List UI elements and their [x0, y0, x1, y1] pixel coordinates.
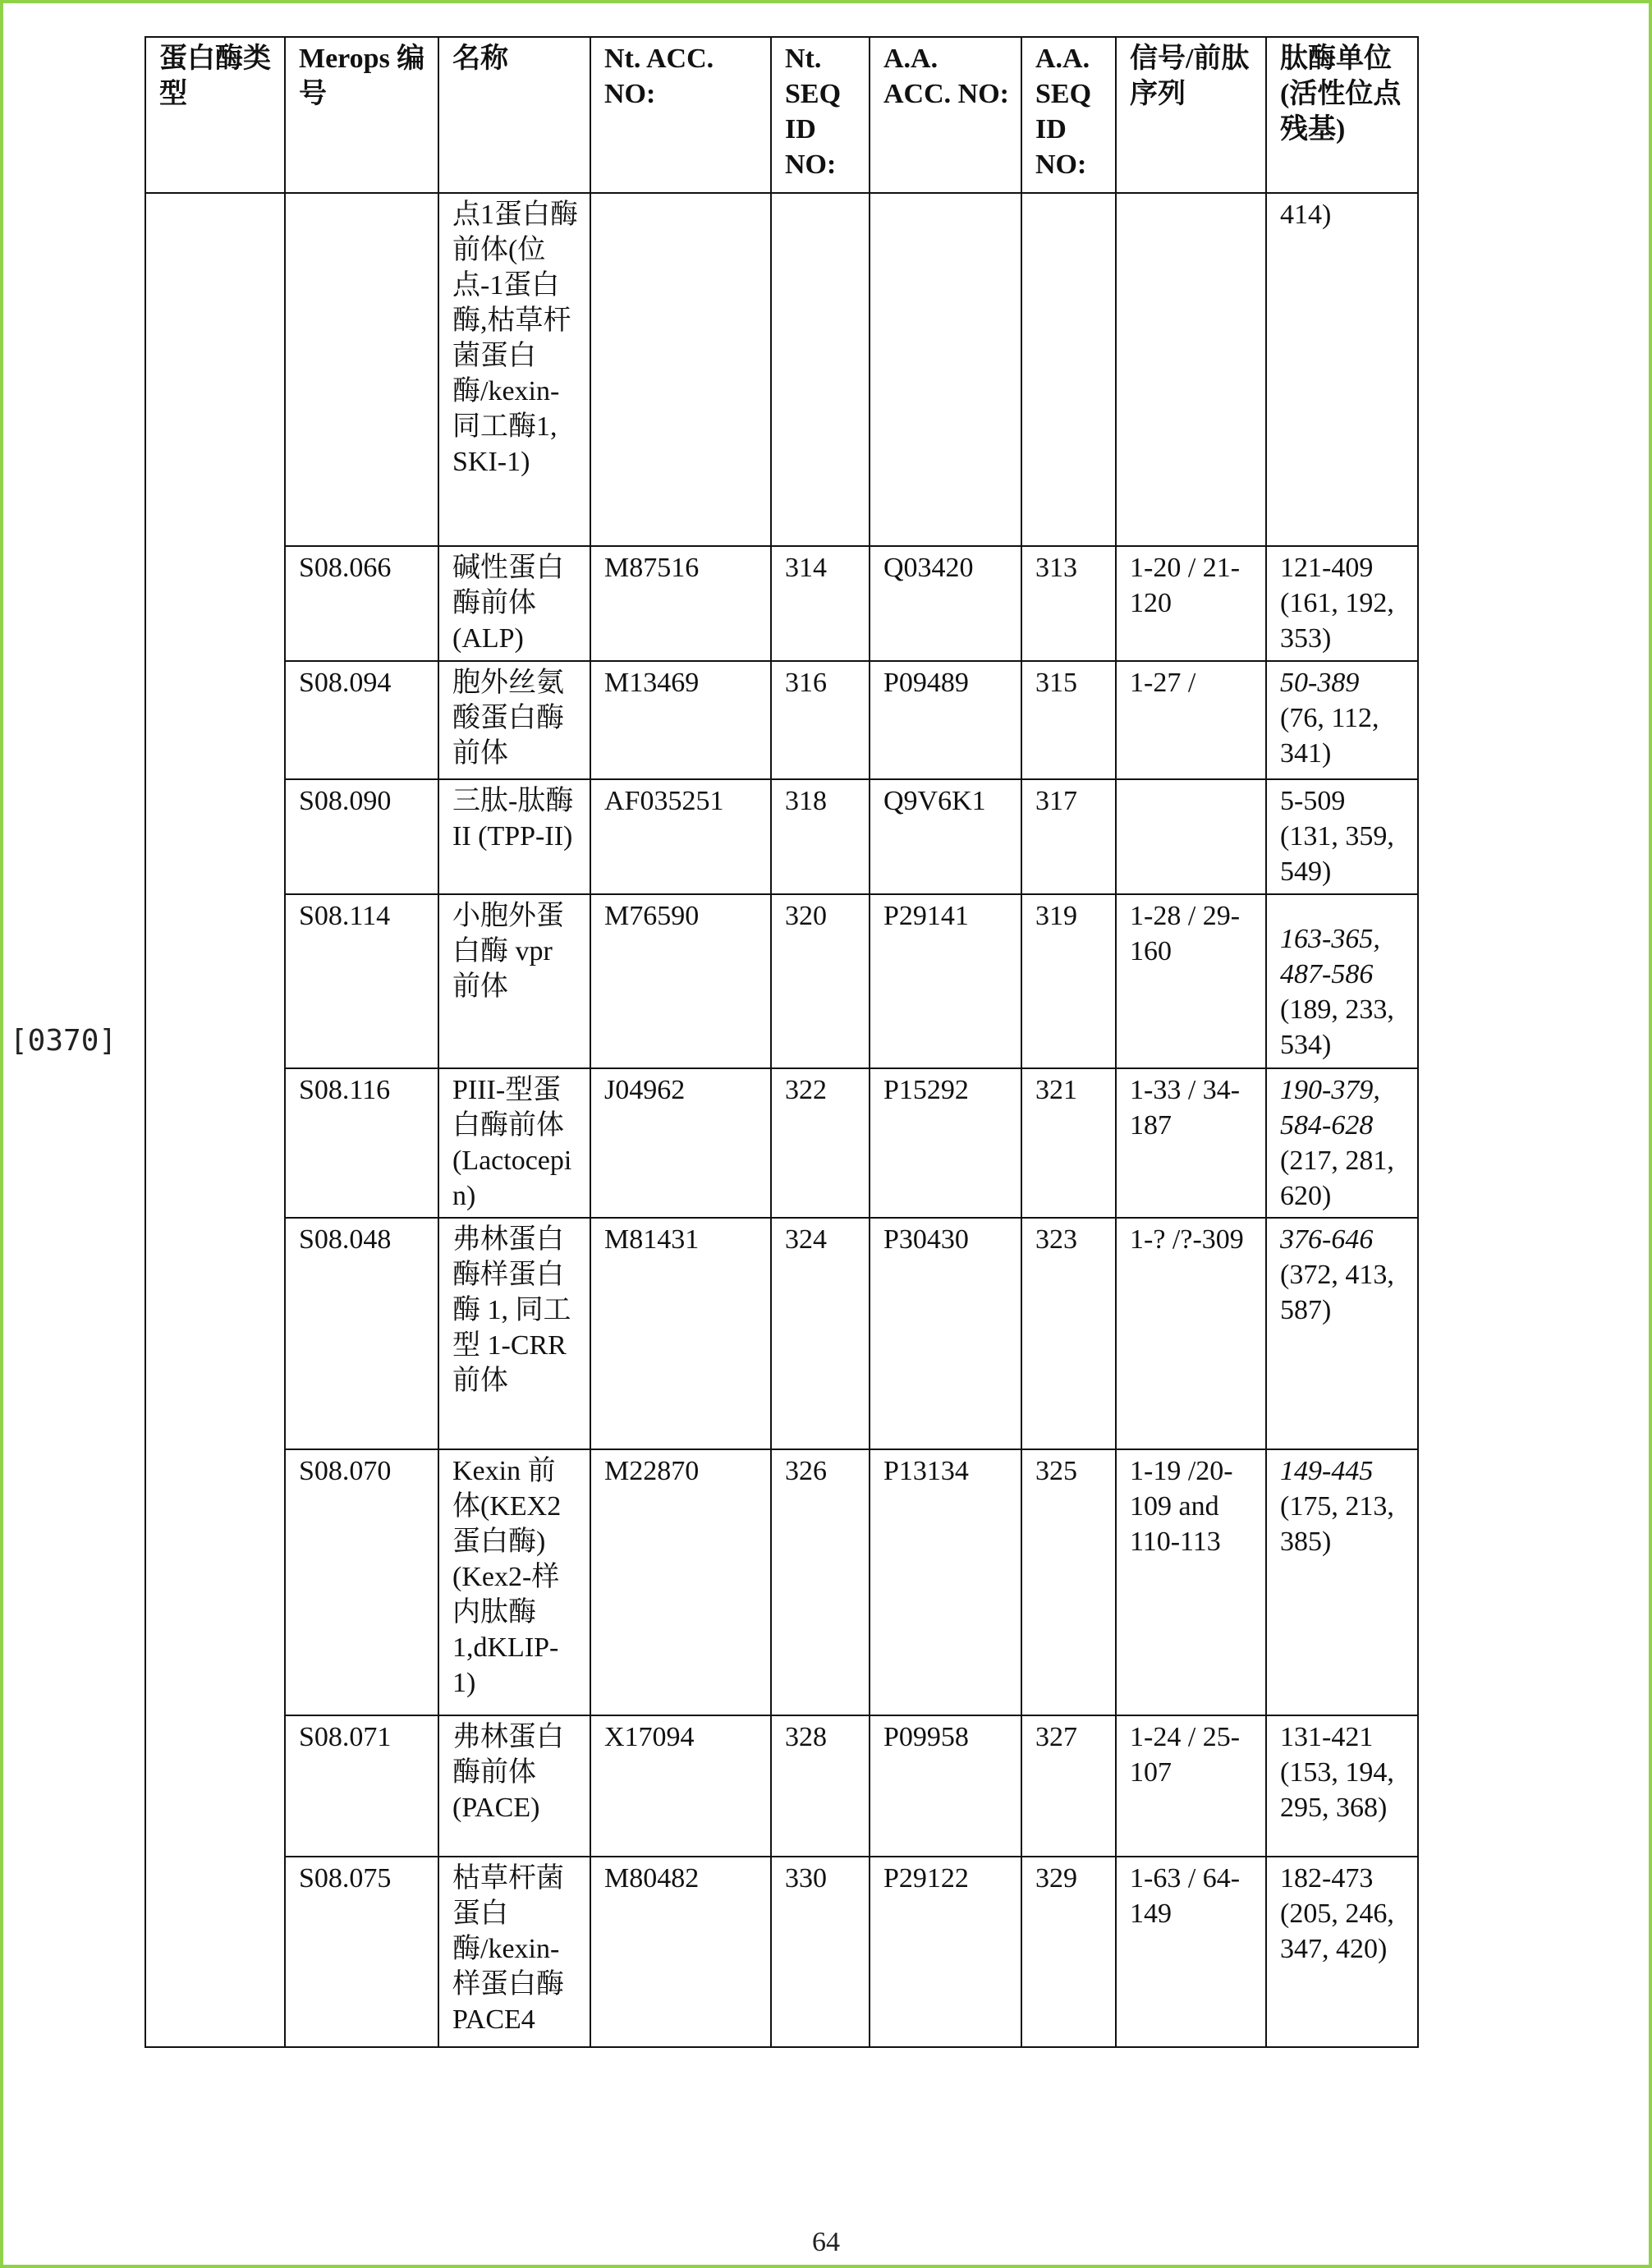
table-row-continuation [145, 193, 1418, 546]
peptidase-cell [1266, 1857, 1418, 2047]
peptidase-sites: (153, 194, 295, 368) [1280, 1757, 1394, 1823]
name-cell: 小胞外蛋白酶 vpr 前体 [438, 894, 590, 1068]
name-cell: 点1蛋白酶前体(位点-1蛋白酶,枯草杆菌蛋白酶/kexin-同工酶1, SKI-1) [438, 193, 590, 546]
header-row [145, 37, 1418, 193]
nt-acc-cell: M80482 [590, 1857, 771, 2047]
name-cell: 碱性蛋白酶前体(ALP) [438, 546, 590, 661]
nt-acc-cell: M87516 [590, 546, 771, 661]
signal-cell: 1-33 / 34-187 [1116, 1068, 1266, 1218]
header-merops-id: Merops 编号 [285, 37, 438, 193]
peptidase-sites: (217, 281, 620) [1280, 1145, 1394, 1211]
table-row [145, 894, 1418, 1068]
table-row [145, 1715, 1418, 1857]
nt-acc-cell: X17094 [590, 1715, 771, 1857]
aa-acc-cell: P13134 [870, 1449, 1021, 1715]
merops-cell: S08.071 [285, 1715, 438, 1857]
peptidase-cell [1266, 1449, 1418, 1715]
aa-seq-cell: 321 [1021, 1068, 1116, 1218]
peptidase-range: 50-389 [1280, 668, 1360, 698]
name-cell: 枯草杆菌蛋白酶/kexin-样蛋白酶 PACE4 [438, 1857, 590, 2047]
nt-acc-cell: M22870 [590, 1449, 771, 1715]
aa-seq-cell: 323 [1021, 1218, 1116, 1449]
peptidase-cell [1266, 661, 1418, 779]
header-aa-acc: A.A. ACC. NO: [870, 37, 1021, 193]
nt-seq-cell: 316 [771, 661, 870, 779]
merops-cell: S08.116 [285, 1068, 438, 1218]
name-cell: Kexin 前体(KEX2蛋白酶)(Kex2-样内肽酶1,dKLIP-1) [438, 1449, 590, 1715]
peptidase-range: 5-509 [1280, 786, 1346, 816]
signal-cell: 1-28 / 29-160 [1116, 894, 1266, 1068]
table-row [145, 1218, 1418, 1449]
aa-acc-cell: P30430 [870, 1218, 1021, 1449]
paragraph-number: [0370] [10, 1024, 117, 1058]
aa-acc-cell: P15292 [870, 1068, 1021, 1218]
nt-seq-cell: 320 [771, 894, 870, 1068]
signal-cell: 1-20 / 21-120 [1116, 546, 1266, 661]
signal-cell [1116, 779, 1266, 894]
header-name: 名称 [438, 37, 590, 193]
peptidase-range: 149-445 [1280, 1456, 1374, 1486]
nt-seq-cell: 324 [771, 1218, 870, 1449]
aa-acc-cell: P29122 [870, 1857, 1021, 2047]
header-aa-seq: A.A. SEQ ID NO: [1021, 37, 1116, 193]
aa-seq-cell: 319 [1021, 894, 1116, 1068]
peptidase-range: 182-473 [1280, 1863, 1374, 1894]
peptidase-cell [1266, 1218, 1418, 1449]
merops-cell: S08.070 [285, 1449, 438, 1715]
signal-cell: 1-27 / [1116, 661, 1266, 779]
merops-cell: S08.090 [285, 779, 438, 894]
peptidase-cell [1266, 1715, 1418, 1857]
merops-cell: S08.094 [285, 661, 438, 779]
peptidase-sites: (175, 213, 385) [1280, 1491, 1394, 1557]
aa-acc-cell: P29141 [870, 894, 1021, 1068]
peptidase-sites: (161, 192, 353) [1280, 588, 1394, 654]
nt-acc-cell: M76590 [590, 894, 771, 1068]
header-nt-seq: Nt. SEQ ID NO: [771, 37, 870, 193]
peptidase-range: 376-646 [1280, 1224, 1374, 1255]
header-protease-type: 蛋白酶类型 [145, 37, 285, 193]
name-cell: 三肽-肽酶II (TPP-II) [438, 779, 590, 894]
aa-seq-cell: 325 [1021, 1449, 1116, 1715]
aa-acc-cell: Q9V6K1 [870, 779, 1021, 894]
aa-seq-cell: 313 [1021, 546, 1116, 661]
peptidase-sites: (205, 246, 347, 420) [1280, 1898, 1394, 1964]
name-cell: 弗林蛋白酶样蛋白酶 1, 同工型 1-CRR 前体 [438, 1218, 590, 1449]
table-row [145, 661, 1418, 779]
peptidase-cell: 414) [1266, 193, 1418, 546]
table-row [145, 1857, 1418, 2047]
peptidase-sites: (189, 233, 534) [1280, 994, 1394, 1060]
merops-cell: S08.114 [285, 894, 438, 1068]
signal-cell: 1-63 / 64-149 [1116, 1857, 1266, 2047]
aa-seq-cell: 327 [1021, 1715, 1116, 1857]
nt-seq-cell: 328 [771, 1715, 870, 1857]
table-row [145, 1449, 1418, 1715]
merops-cell: S08.066 [285, 546, 438, 661]
aa-acc-cell: P09958 [870, 1715, 1021, 1857]
nt-acc-cell: AF035251 [590, 779, 771, 894]
table-row [145, 546, 1418, 661]
protease-table [145, 36, 1419, 2048]
aa-seq-cell: 317 [1021, 779, 1116, 894]
aa-acc-cell: Q03420 [870, 546, 1021, 661]
peptidase-range: 121-409 [1280, 553, 1374, 583]
aa-seq-cell: 315 [1021, 661, 1116, 779]
header-nt-acc: Nt. ACC. NO: [590, 37, 771, 193]
peptidase-cell [1266, 1068, 1418, 1218]
header-peptidase-unit: 肽酶单位(活性位点残基) [1266, 37, 1418, 193]
signal-cell: 1-19 /20-109 and 110-113 [1116, 1449, 1266, 1715]
name-cell: 胞外丝氨酸蛋白酶前体 [438, 661, 590, 779]
peptidase-sites: (131, 359, 549) [1280, 821, 1394, 887]
nt-seq-cell: 322 [771, 1068, 870, 1218]
nt-acc-cell: M81431 [590, 1218, 771, 1449]
merops-cell: S08.048 [285, 1218, 438, 1449]
peptidase-cell [1266, 894, 1418, 1068]
peptidase-cell [1266, 779, 1418, 894]
page-number: 64 [812, 2227, 840, 2257]
peptidase-range: 163-365, 487-586 [1280, 924, 1380, 989]
signal-cell: 1-24 / 25-107 [1116, 1715, 1266, 1857]
nt-acc-cell: J04962 [590, 1068, 771, 1218]
header-signal-propeptide: 信号/前肽序列 [1116, 37, 1266, 193]
nt-seq-cell: 318 [771, 779, 870, 894]
nt-seq-cell: 326 [771, 1449, 870, 1715]
signal-cell: 1-? /?-309 [1116, 1218, 1266, 1449]
table-row [145, 1068, 1418, 1218]
protease-type-cell [145, 193, 285, 2047]
nt-seq-cell: 314 [771, 546, 870, 661]
merops-cell: S08.075 [285, 1857, 438, 2047]
aa-seq-cell: 329 [1021, 1857, 1116, 2047]
peptidase-range: 190-379, 584-628 [1280, 1075, 1380, 1141]
table-row [145, 779, 1418, 894]
aa-acc-cell: P09489 [870, 661, 1021, 779]
peptidase-range: 131-421 [1280, 1722, 1374, 1752]
nt-seq-cell: 330 [771, 1857, 870, 2047]
peptidase-sites: (372, 413, 587) [1280, 1260, 1394, 1325]
peptidase-cell [1266, 546, 1418, 661]
peptidase-sites: (76, 112, 341) [1280, 703, 1379, 769]
name-cell: 弗林蛋白酶前体(PACE) [438, 1715, 590, 1857]
nt-acc-cell: M13469 [590, 661, 771, 779]
name-cell: PIII-型蛋白酶前体(Lactocepin) [438, 1068, 590, 1218]
